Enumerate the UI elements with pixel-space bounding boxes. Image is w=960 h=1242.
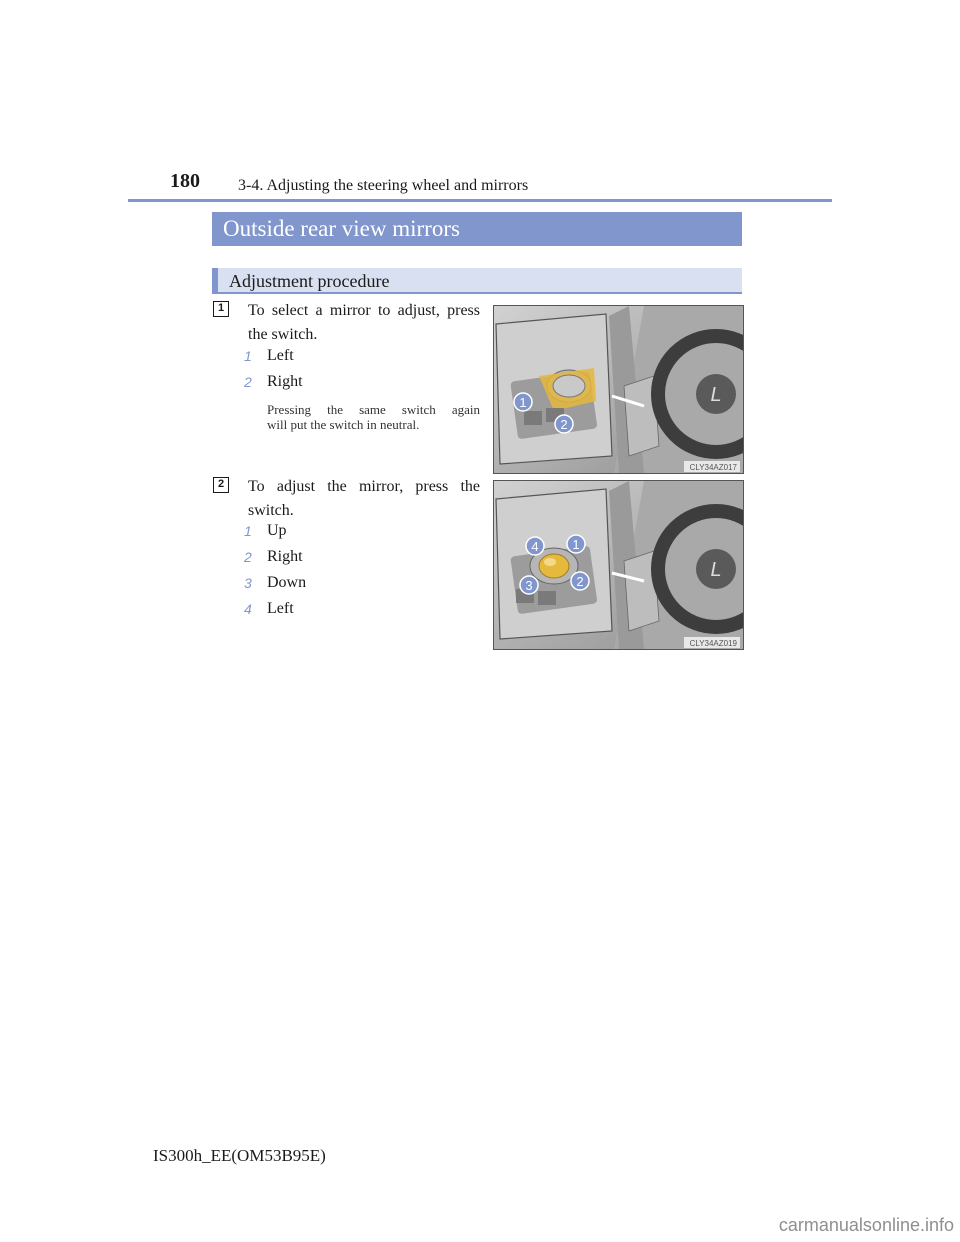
step-1-text-line1: To select a mirror to adjust, press bbox=[248, 302, 480, 319]
figure-2-callout-3: 3 bbox=[525, 578, 533, 593]
step-1-note-line1: Pressing the same switch again bbox=[267, 402, 480, 417]
step-2-item-4-label: Left bbox=[267, 600, 294, 617]
figure-1-callout-2: 2 bbox=[560, 417, 568, 432]
mirror-adjust-switch-illustration bbox=[493, 480, 744, 650]
svg-text:L: L bbox=[710, 384, 722, 406]
step-2-item-2-number: 2 bbox=[244, 549, 252, 565]
step-2-text-line2: switch. bbox=[248, 502, 294, 519]
step-1-item-2-number: 2 bbox=[244, 374, 252, 390]
figure-2-callout-2: 2 bbox=[576, 574, 584, 589]
step-1-item-1-number: 1 bbox=[244, 348, 252, 364]
step-1-item-2-label: Right bbox=[267, 373, 303, 390]
step-2-item-1-number: 1 bbox=[244, 523, 252, 539]
step-2-item-2-label: Right bbox=[267, 548, 303, 565]
figure-2-code: CLY34AZ019 bbox=[689, 639, 737, 648]
step-1-badge: 1 bbox=[213, 301, 229, 317]
model-code: IS300h_EE(OM53B95E) bbox=[153, 1146, 326, 1165]
mirror-select-switch-drawing bbox=[494, 306, 743, 473]
step-2-item-3-number: 3 bbox=[244, 575, 252, 591]
figure-1-code: CLY34AZ017 bbox=[689, 463, 737, 472]
figure-2-callout-1: 1 bbox=[572, 537, 580, 552]
step-2-text-line1: To adjust the mirror, press the bbox=[248, 478, 480, 495]
header-rule bbox=[128, 199, 832, 202]
step-1-item-1-label: Left bbox=[267, 347, 294, 364]
step-1-text-line2: the switch. bbox=[248, 326, 318, 343]
mirror-adjust-switch-drawing bbox=[494, 481, 743, 649]
step-2-item-3-label: Down bbox=[267, 574, 307, 591]
watermark: carmanualsonline.info bbox=[778, 1215, 954, 1235]
step-1-note-line2: will put the switch in neutral. bbox=[267, 417, 420, 432]
page-title: Outside rear view mirrors bbox=[212, 212, 742, 246]
step-2-badge: 2 bbox=[213, 477, 229, 493]
section-title: 3-4. Adjusting the steering wheel and mirrors bbox=[238, 177, 529, 194]
svg-text:L: L bbox=[710, 559, 722, 581]
figure-2-callout-4: 4 bbox=[531, 539, 539, 554]
step-2-item-4-number: 4 bbox=[244, 601, 252, 617]
mirror-select-switch-illustration bbox=[493, 305, 744, 474]
subsection-title: Adjustment procedure bbox=[212, 268, 742, 294]
page-number: 180 bbox=[170, 170, 200, 192]
step-2-item-1-label: Up bbox=[267, 522, 287, 539]
figure-1-callout-1: 1 bbox=[519, 395, 527, 410]
